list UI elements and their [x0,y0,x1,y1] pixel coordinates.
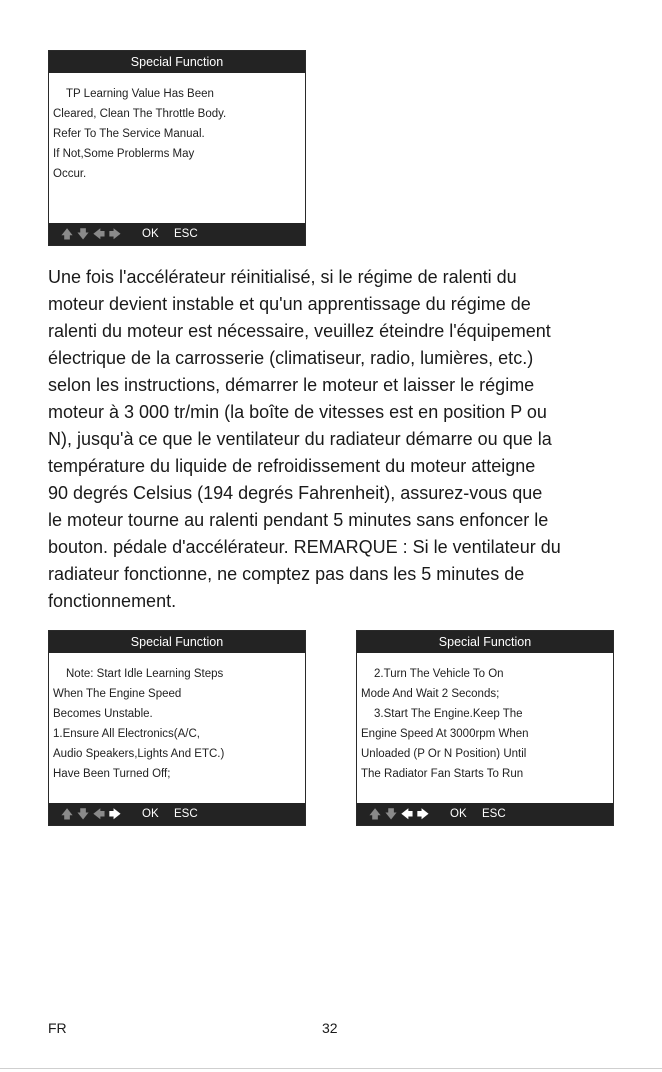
screen-message [53,664,303,784]
paragraph-line: selon les instructions, démarrer le moteur et laisser le régime [48,375,535,395]
ok-button-label: OK [142,808,159,820]
arrow-up-icon: 🡅 [60,807,74,821]
paragraph-line: 90 degrés Celsius (194 degrés Fahrenheit), assurez-vous que [48,483,543,503]
paragraph-line: le moteur tourne au ralenti pendant 5 minutes sans enfoncer le [48,510,549,530]
screen-line: If Not,Some Problerms May [53,148,195,160]
arrow-right-icon: 🡆 [108,807,122,821]
screen-line: Cleared, Clean The Throttle Body. [53,108,227,120]
arrow-keys [59,223,123,245]
paragraph-line: bouton. pédale d'accélérateur. REMARQUE : Si le ventilateur du [48,537,561,557]
screen-line: Note: Start Idle Learning Steps [66,668,224,680]
paragraph-line: radiateur fonctionne, ne comptez pas dans les 5 minutes de [48,564,525,584]
screen-line: Mode And Wait 2 Seconds; [361,688,500,700]
paragraph-line: moteur à 3 000 tr/min (la boîte de vitesses est en position P ou [48,402,547,422]
instruction-paragraph [48,264,628,615]
page-number: 32 [322,1020,338,1036]
screen-line: When The Engine Speed [53,688,182,700]
paragraph-line: N), jusqu'à ce que le ventilateur du radiateur démarre ou que la [48,429,552,449]
paragraph-line: ralenti du moteur est nécessaire, veuillez éteindre l'équipement [48,321,551,341]
screen-line: Refer To The Service Manual. [53,128,205,140]
arrow-left-icon: 🡄 [400,807,414,821]
esc-button-label: ESC [174,808,198,820]
screen-line: Engine Speed At 3000rpm When [361,728,529,740]
esc-button-label: ESC [482,808,506,820]
screen-button-bar [49,803,305,825]
device-screen-2 [48,630,306,826]
screen-line: Audio Speakers,Lights And ETC.) [53,748,225,760]
screen-title: Special Function [357,631,613,653]
arrow-down-icon: 🡇 [76,227,90,241]
screen-line: Becomes Unstable. [53,708,153,720]
arrow-right-icon: 🡆 [108,227,122,241]
screen-button-bar [357,803,613,825]
screen-line: 2.Turn The Vehicle To On [374,668,504,680]
esc-button-label: ESC [174,228,198,240]
screen-message [53,84,303,184]
arrow-down-icon: 🡇 [76,807,90,821]
paragraph-line: électrique de la carrosserie (climatiseur, radio, lumières, etc.) [48,348,534,368]
paragraph-line: température du liquide de refroidissement du moteur atteigne [48,456,536,476]
screen-line: 3.Start The Engine.Keep The [374,708,523,720]
arrow-keys [59,803,123,825]
bottom-divider [0,1068,662,1069]
screen-title: Special Function [49,631,305,653]
screen-line: Have Been Turned Off; [53,768,171,780]
screen-line: Unloaded (P Or N Position) Until [361,748,527,760]
ok-button-label: OK [450,808,467,820]
screen-message [361,664,611,784]
arrow-left-icon: 🡄 [92,227,106,241]
screen-line: 1.Ensure All Electronics(A/C, [53,728,201,740]
screen-line: Occur. [53,168,87,180]
arrow-up-icon: 🡅 [60,227,74,241]
screen-button-bar [49,223,305,245]
paragraph-line: moteur devient instable et qu'un apprentissage du régime de [48,294,531,314]
screen-line: The Radiator Fan Starts To Run [361,768,524,780]
arrow-down-icon: 🡇 [384,807,398,821]
footer-language: FR [48,1020,67,1036]
arrow-keys [367,803,431,825]
paragraph-line: Une fois l'accélérateur réinitialisé, si le régime de ralenti du [48,267,517,287]
screen-line: TP Learning Value Has Been [66,88,214,100]
arrow-left-icon: 🡄 [92,807,106,821]
ok-button-label: OK [142,228,159,240]
arrow-right-icon: 🡆 [416,807,430,821]
arrow-up-icon: 🡅 [368,807,382,821]
device-screen-1 [48,50,306,246]
screen-title: Special Function [49,51,305,73]
paragraph-line: fonctionnement. [48,591,177,611]
device-screen-3 [356,630,614,826]
